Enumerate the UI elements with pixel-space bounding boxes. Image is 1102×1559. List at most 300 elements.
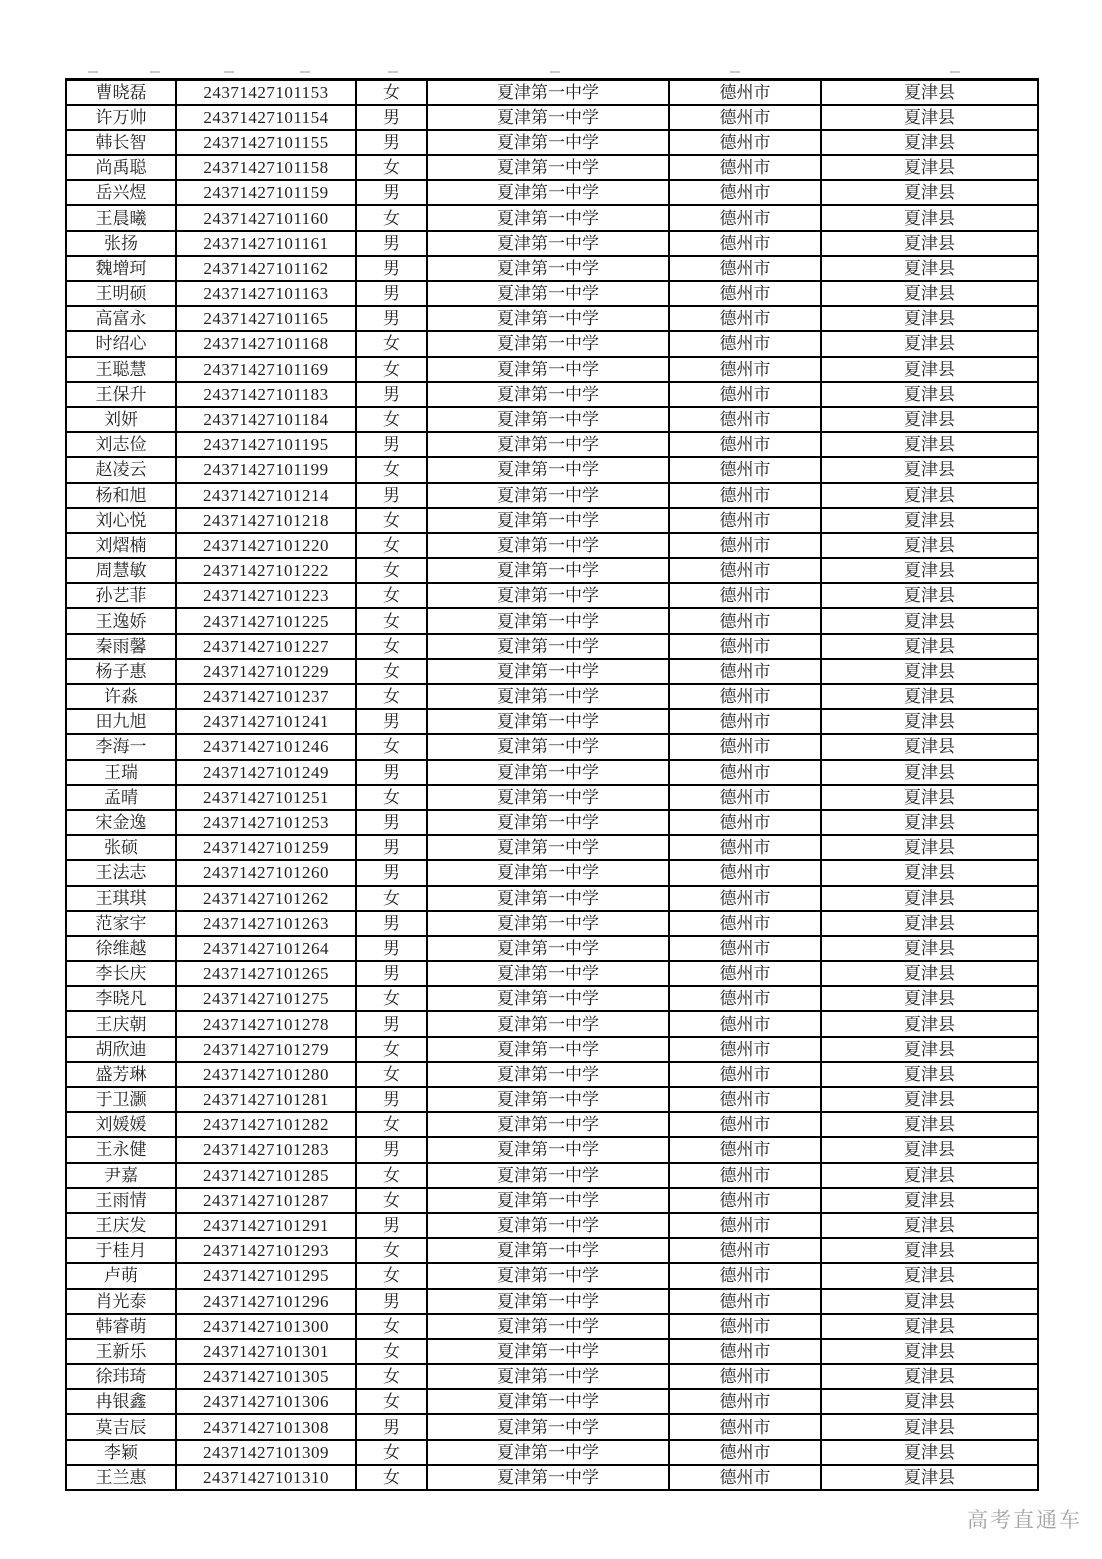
cell-exam_number: 24371427101251: [176, 785, 356, 810]
cell-city: 德州市: [669, 1213, 821, 1238]
cell-gender: 女: [356, 331, 427, 356]
cell-city: 德州市: [669, 1465, 821, 1490]
cell-city: 德州市: [669, 1137, 821, 1162]
cell-name: 杨和旭: [66, 483, 176, 508]
cell-city: 德州市: [669, 306, 821, 331]
cell-gender: 男: [356, 860, 427, 885]
table-row: [66, 583, 1038, 608]
cell-city: 德州市: [669, 886, 821, 911]
table-row: [66, 231, 1038, 256]
cell-exam_number: 24371427101227: [176, 634, 356, 659]
table-row: [66, 911, 1038, 936]
cell-city: 德州市: [669, 860, 821, 885]
cell-city: 德州市: [669, 1062, 821, 1087]
cell-city: 德州市: [669, 357, 821, 382]
cell-city: 德州市: [669, 659, 821, 684]
cell-city: 德州市: [669, 684, 821, 709]
cell-name: 王新乐: [66, 1339, 176, 1364]
cell-exam_number: 24371427101220: [176, 533, 356, 558]
scan-artifact: [550, 71, 560, 73]
cell-county: 夏津县: [821, 608, 1038, 633]
cell-county: 夏津县: [821, 1011, 1038, 1036]
cell-name: 王晨曦: [66, 205, 176, 230]
table-row: [66, 961, 1038, 986]
cell-city: 德州市: [669, 1263, 821, 1288]
cell-gender: 女: [356, 357, 427, 382]
cell-gender: 女: [356, 1314, 427, 1339]
cell-gender: 男: [356, 1011, 427, 1036]
cell-city: 德州市: [669, 835, 821, 860]
cell-gender: 女: [356, 608, 427, 633]
cell-school: 夏津第一中学: [427, 634, 669, 659]
cell-county: 夏津县: [821, 306, 1038, 331]
table-row: [66, 508, 1038, 533]
cell-gender: 女: [356, 1364, 427, 1389]
cell-city: 德州市: [669, 634, 821, 659]
cell-exam_number: 24371427101225: [176, 608, 356, 633]
cell-exam_number: 24371427101223: [176, 583, 356, 608]
cell-exam_number: 24371427101154: [176, 105, 356, 130]
cell-school: 夏津第一中学: [427, 1112, 669, 1137]
cell-name: 李晓凡: [66, 986, 176, 1011]
cell-school: 夏津第一中学: [427, 961, 669, 986]
cell-county: 夏津县: [821, 936, 1038, 961]
cell-school: 夏津第一中学: [427, 281, 669, 306]
table-row: [66, 1440, 1038, 1465]
cell-gender: 男: [356, 1213, 427, 1238]
cell-exam_number: 24371427101222: [176, 558, 356, 583]
cell-exam_number: 24371427101259: [176, 835, 356, 860]
table-row: [66, 256, 1038, 281]
cell-city: 德州市: [669, 1314, 821, 1339]
cell-school: 夏津第一中学: [427, 886, 669, 911]
cell-exam_number: 24371427101306: [176, 1389, 356, 1414]
cell-school: 夏津第一中学: [427, 306, 669, 331]
student-roster-table: [65, 78, 1039, 1491]
cell-city: 德州市: [669, 533, 821, 558]
cell-county: 夏津县: [821, 1414, 1038, 1439]
cell-name: 王聪慧: [66, 357, 176, 382]
cell-county: 夏津县: [821, 709, 1038, 734]
cell-city: 德州市: [669, 407, 821, 432]
cell-county: 夏津县: [821, 886, 1038, 911]
cell-city: 德州市: [669, 810, 821, 835]
cell-exam_number: 24371427101265: [176, 961, 356, 986]
cell-exam_number: 24371427101282: [176, 1112, 356, 1137]
cell-county: 夏津县: [821, 810, 1038, 835]
table-row: [66, 457, 1038, 482]
cell-school: 夏津第一中学: [427, 508, 669, 533]
table-row: [66, 1213, 1038, 1238]
cell-city: 德州市: [669, 961, 821, 986]
table-row: [66, 1364, 1038, 1389]
scan-artifact: [388, 71, 398, 73]
cell-school: 夏津第一中学: [427, 1263, 669, 1288]
cell-city: 德州市: [669, 382, 821, 407]
cell-gender: 女: [356, 986, 427, 1011]
cell-name: 宋金逸: [66, 810, 176, 835]
cell-name: 冉银鑫: [66, 1389, 176, 1414]
cell-county: 夏津县: [821, 281, 1038, 306]
cell-exam_number: 24371427101158: [176, 155, 356, 180]
cell-name: 魏增珂: [66, 256, 176, 281]
cell-school: 夏津第一中学: [427, 608, 669, 633]
cell-school: 夏津第一中学: [427, 155, 669, 180]
cell-school: 夏津第一中学: [427, 1289, 669, 1314]
cell-exam_number: 24371427101300: [176, 1314, 356, 1339]
cell-gender: 男: [356, 130, 427, 155]
cell-gender: 女: [356, 205, 427, 230]
cell-county: 夏津县: [821, 508, 1038, 533]
table-row: [66, 306, 1038, 331]
table-row: [66, 382, 1038, 407]
table-row: [66, 180, 1038, 205]
table-row: [66, 1289, 1038, 1314]
cell-county: 夏津县: [821, 1062, 1038, 1087]
cell-name: 张扬: [66, 231, 176, 256]
table-row: [66, 1062, 1038, 1087]
cell-city: 德州市: [669, 105, 821, 130]
cell-county: 夏津县: [821, 432, 1038, 457]
cell-name: 刘志俭: [66, 432, 176, 457]
cell-county: 夏津县: [821, 1364, 1038, 1389]
cell-school: 夏津第一中学: [427, 1238, 669, 1263]
cell-county: 夏津县: [821, 533, 1038, 558]
cell-county: 夏津县: [821, 155, 1038, 180]
cell-city: 德州市: [669, 1112, 821, 1137]
cell-city: 德州市: [669, 1339, 821, 1364]
cell-city: 德州市: [669, 734, 821, 759]
cell-exam_number: 24371427101159: [176, 180, 356, 205]
cell-gender: 女: [356, 155, 427, 180]
cell-county: 夏津县: [821, 835, 1038, 860]
cell-gender: 女: [356, 1238, 427, 1263]
cell-county: 夏津县: [821, 130, 1038, 155]
cell-county: 夏津县: [821, 911, 1038, 936]
cell-city: 德州市: [669, 483, 821, 508]
scan-artifact: [950, 71, 960, 73]
cell-school: 夏津第一中学: [427, 1062, 669, 1087]
cell-city: 德州市: [669, 205, 821, 230]
cell-city: 德州市: [669, 508, 821, 533]
cell-exam_number: 24371427101279: [176, 1037, 356, 1062]
cell-name: 盛芳琳: [66, 1062, 176, 1087]
table-row: [66, 357, 1038, 382]
cell-city: 德州市: [669, 1087, 821, 1112]
table-row: [66, 281, 1038, 306]
cell-gender: 女: [356, 1188, 427, 1213]
cell-exam_number: 24371427101253: [176, 810, 356, 835]
cell-city: 德州市: [669, 785, 821, 810]
cell-gender: 女: [356, 457, 427, 482]
cell-school: 夏津第一中学: [427, 483, 669, 508]
cell-exam_number: 24371427101310: [176, 1465, 356, 1490]
cell-exam_number: 24371427101218: [176, 508, 356, 533]
cell-school: 夏津第一中学: [427, 1087, 669, 1112]
cell-gender: 女: [356, 1163, 427, 1188]
cell-name: 秦雨馨: [66, 634, 176, 659]
scan-artifact: [150, 71, 160, 73]
cell-exam_number: 24371427101162: [176, 256, 356, 281]
cell-name: 卢萌: [66, 1263, 176, 1288]
cell-county: 夏津县: [821, 1339, 1038, 1364]
cell-county: 夏津县: [821, 634, 1038, 659]
cell-school: 夏津第一中学: [427, 1011, 669, 1036]
cell-county: 夏津县: [821, 1440, 1038, 1465]
table-row: [66, 734, 1038, 759]
cell-gender: 女: [356, 1263, 427, 1288]
cell-exam_number: 24371427101183: [176, 382, 356, 407]
cell-city: 德州市: [669, 256, 821, 281]
cell-school: 夏津第一中学: [427, 432, 669, 457]
table-row: [66, 533, 1038, 558]
cell-school: 夏津第一中学: [427, 1314, 669, 1339]
cell-exam_number: 24371427101241: [176, 709, 356, 734]
cell-name: 刘媛媛: [66, 1112, 176, 1137]
table-row: [66, 785, 1038, 810]
cell-name: 高富永: [66, 306, 176, 331]
cell-name: 于卫灏: [66, 1087, 176, 1112]
cell-name: 李长庆: [66, 961, 176, 986]
cell-gender: 男: [356, 760, 427, 785]
cell-school: 夏津第一中学: [427, 331, 669, 356]
cell-school: 夏津第一中学: [427, 357, 669, 382]
cell-county: 夏津县: [821, 986, 1038, 1011]
cell-name: 韩长智: [66, 130, 176, 155]
cell-exam_number: 24371427101281: [176, 1087, 356, 1112]
table-row: [66, 810, 1038, 835]
cell-name: 徐维越: [66, 936, 176, 961]
cell-school: 夏津第一中学: [427, 256, 669, 281]
cell-gender: 女: [356, 1389, 427, 1414]
table-row: [66, 608, 1038, 633]
cell-exam_number: 24371427101168: [176, 331, 356, 356]
cell-exam_number: 24371427101262: [176, 886, 356, 911]
table-row: [66, 986, 1038, 1011]
cell-name: 孟晴: [66, 785, 176, 810]
cell-name: 岳兴煜: [66, 180, 176, 205]
cell-school: 夏津第一中学: [427, 180, 669, 205]
cell-city: 德州市: [669, 457, 821, 482]
table-row: [66, 331, 1038, 356]
cell-gender: 男: [356, 231, 427, 256]
cell-gender: 男: [356, 382, 427, 407]
cell-school: 夏津第一中学: [427, 1037, 669, 1062]
cell-name: 王法志: [66, 860, 176, 885]
table-row: [66, 760, 1038, 785]
cell-name: 尚禹聪: [66, 155, 176, 180]
table-row: [66, 407, 1038, 432]
cell-exam_number: 24371427101161: [176, 231, 356, 256]
cell-exam_number: 24371427101275: [176, 986, 356, 1011]
cell-gender: 女: [356, 508, 427, 533]
cell-name: 徐玮琦: [66, 1364, 176, 1389]
cell-county: 夏津县: [821, 256, 1038, 281]
cell-exam_number: 24371427101237: [176, 684, 356, 709]
cell-gender: 男: [356, 1414, 427, 1439]
cell-name: 肖光泰: [66, 1289, 176, 1314]
cell-exam_number: 24371427101163: [176, 281, 356, 306]
cell-gender: 女: [356, 533, 427, 558]
cell-name: 周慧敏: [66, 558, 176, 583]
cell-county: 夏津县: [821, 1314, 1038, 1339]
cell-city: 德州市: [669, 709, 821, 734]
table-row: [66, 886, 1038, 911]
cell-school: 夏津第一中学: [427, 760, 669, 785]
cell-name: 刘妍: [66, 407, 176, 432]
cell-county: 夏津县: [821, 483, 1038, 508]
cell-school: 夏津第一中学: [427, 1213, 669, 1238]
cell-city: 德州市: [669, 80, 821, 105]
cell-gender: 女: [356, 785, 427, 810]
cell-county: 夏津县: [821, 1137, 1038, 1162]
cell-gender: 男: [356, 911, 427, 936]
cell-gender: 女: [356, 1339, 427, 1364]
cell-school: 夏津第一中学: [427, 911, 669, 936]
cell-name: 莫吉辰: [66, 1414, 176, 1439]
table-row: [66, 1087, 1038, 1112]
cell-gender: 男: [356, 936, 427, 961]
cell-school: 夏津第一中学: [427, 1389, 669, 1414]
cell-exam_number: 24371427101153: [176, 80, 356, 105]
cell-exam_number: 24371427101155: [176, 130, 356, 155]
cell-name: 许万帅: [66, 105, 176, 130]
cell-county: 夏津县: [821, 231, 1038, 256]
cell-name: 尹嘉: [66, 1163, 176, 1188]
cell-gender: 男: [356, 306, 427, 331]
scan-artifact: [224, 71, 234, 73]
table-row: [66, 558, 1038, 583]
cell-gender: 女: [356, 886, 427, 911]
cell-county: 夏津县: [821, 357, 1038, 382]
table-row: [66, 155, 1038, 180]
table-row: [66, 1465, 1038, 1490]
cell-county: 夏津县: [821, 1289, 1038, 1314]
cell-exam_number: 24371427101293: [176, 1238, 356, 1263]
cell-exam_number: 24371427101169: [176, 357, 356, 382]
cell-name: 王雨情: [66, 1188, 176, 1213]
cell-school: 夏津第一中学: [427, 684, 669, 709]
cell-county: 夏津县: [821, 1389, 1038, 1414]
cell-city: 德州市: [669, 1188, 821, 1213]
cell-school: 夏津第一中学: [427, 810, 669, 835]
cell-county: 夏津县: [821, 1263, 1038, 1288]
cell-gender: 男: [356, 1087, 427, 1112]
cell-gender: 男: [356, 1289, 427, 1314]
cell-city: 德州市: [669, 583, 821, 608]
cell-name: 时绍心: [66, 331, 176, 356]
cell-city: 德州市: [669, 331, 821, 356]
cell-county: 夏津县: [821, 1188, 1038, 1213]
watermark-text: 高考直通车: [967, 1508, 1082, 1532]
cell-city: 德州市: [669, 1389, 821, 1414]
cell-school: 夏津第一中学: [427, 558, 669, 583]
cell-exam_number: 24371427101287: [176, 1188, 356, 1213]
cell-school: 夏津第一中学: [427, 734, 669, 759]
cell-city: 德州市: [669, 180, 821, 205]
cell-school: 夏津第一中学: [427, 130, 669, 155]
cell-name: 范家宇: [66, 911, 176, 936]
cell-gender: 女: [356, 1062, 427, 1087]
table-row: [66, 1414, 1038, 1439]
cell-school: 夏津第一中学: [427, 457, 669, 482]
cell-gender: 男: [356, 810, 427, 835]
cell-county: 夏津县: [821, 1213, 1038, 1238]
cell-exam_number: 24371427101285: [176, 1163, 356, 1188]
cell-school: 夏津第一中学: [427, 1137, 669, 1162]
cell-name: 刘熠楠: [66, 533, 176, 558]
cell-name: 王保升: [66, 382, 176, 407]
cell-name: 胡欣迪: [66, 1037, 176, 1062]
cell-name: 刘心悦: [66, 508, 176, 533]
cell-city: 德州市: [669, 155, 821, 180]
cell-county: 夏津县: [821, 785, 1038, 810]
cell-gender: 女: [356, 80, 427, 105]
table-row: [66, 80, 1038, 105]
cell-school: 夏津第一中学: [427, 1188, 669, 1213]
cell-name: 王逸娇: [66, 608, 176, 633]
cell-city: 德州市: [669, 558, 821, 583]
cell-exam_number: 24371427101309: [176, 1440, 356, 1465]
cell-gender: 女: [356, 1440, 427, 1465]
cell-name: 王永健: [66, 1137, 176, 1162]
cell-county: 夏津县: [821, 1037, 1038, 1062]
cell-name: 韩睿萌: [66, 1314, 176, 1339]
cell-city: 德州市: [669, 760, 821, 785]
cell-school: 夏津第一中学: [427, 709, 669, 734]
cell-gender: 女: [356, 684, 427, 709]
table-row: [66, 936, 1038, 961]
cell-county: 夏津县: [821, 1163, 1038, 1188]
cell-school: 夏津第一中学: [427, 785, 669, 810]
cell-gender: 男: [356, 256, 427, 281]
cell-name: 曹晓磊: [66, 80, 176, 105]
table-row: [66, 432, 1038, 457]
cell-city: 德州市: [669, 986, 821, 1011]
cell-exam_number: 24371427101264: [176, 936, 356, 961]
cell-county: 夏津县: [821, 1238, 1038, 1263]
cell-exam_number: 24371427101295: [176, 1263, 356, 1288]
cell-exam_number: 24371427101165: [176, 306, 356, 331]
cell-school: 夏津第一中学: [427, 533, 669, 558]
cell-name: 王庆朝: [66, 1011, 176, 1036]
cell-exam_number: 24371427101291: [176, 1213, 356, 1238]
cell-name: 王瑞: [66, 760, 176, 785]
cell-exam_number: 24371427101184: [176, 407, 356, 432]
cell-name: 赵凌云: [66, 457, 176, 482]
cell-gender: 男: [356, 180, 427, 205]
cell-city: 德州市: [669, 1414, 821, 1439]
cell-county: 夏津县: [821, 1465, 1038, 1490]
table-row: [66, 1238, 1038, 1263]
cell-gender: 女: [356, 1037, 427, 1062]
cell-name: 田九旭: [66, 709, 176, 734]
cell-county: 夏津县: [821, 1112, 1038, 1137]
cell-city: 德州市: [669, 1011, 821, 1036]
table-row: [66, 860, 1038, 885]
table-row: [66, 684, 1038, 709]
table-row: [66, 1163, 1038, 1188]
student-roster-table-body: [66, 80, 1038, 1491]
cell-gender: 女: [356, 734, 427, 759]
cell-county: 夏津县: [821, 760, 1038, 785]
cell-county: 夏津县: [821, 684, 1038, 709]
cell-city: 德州市: [669, 1364, 821, 1389]
table-row: [66, 835, 1038, 860]
cell-name: 李海一: [66, 734, 176, 759]
cell-city: 德州市: [669, 1440, 821, 1465]
table-row: [66, 483, 1038, 508]
